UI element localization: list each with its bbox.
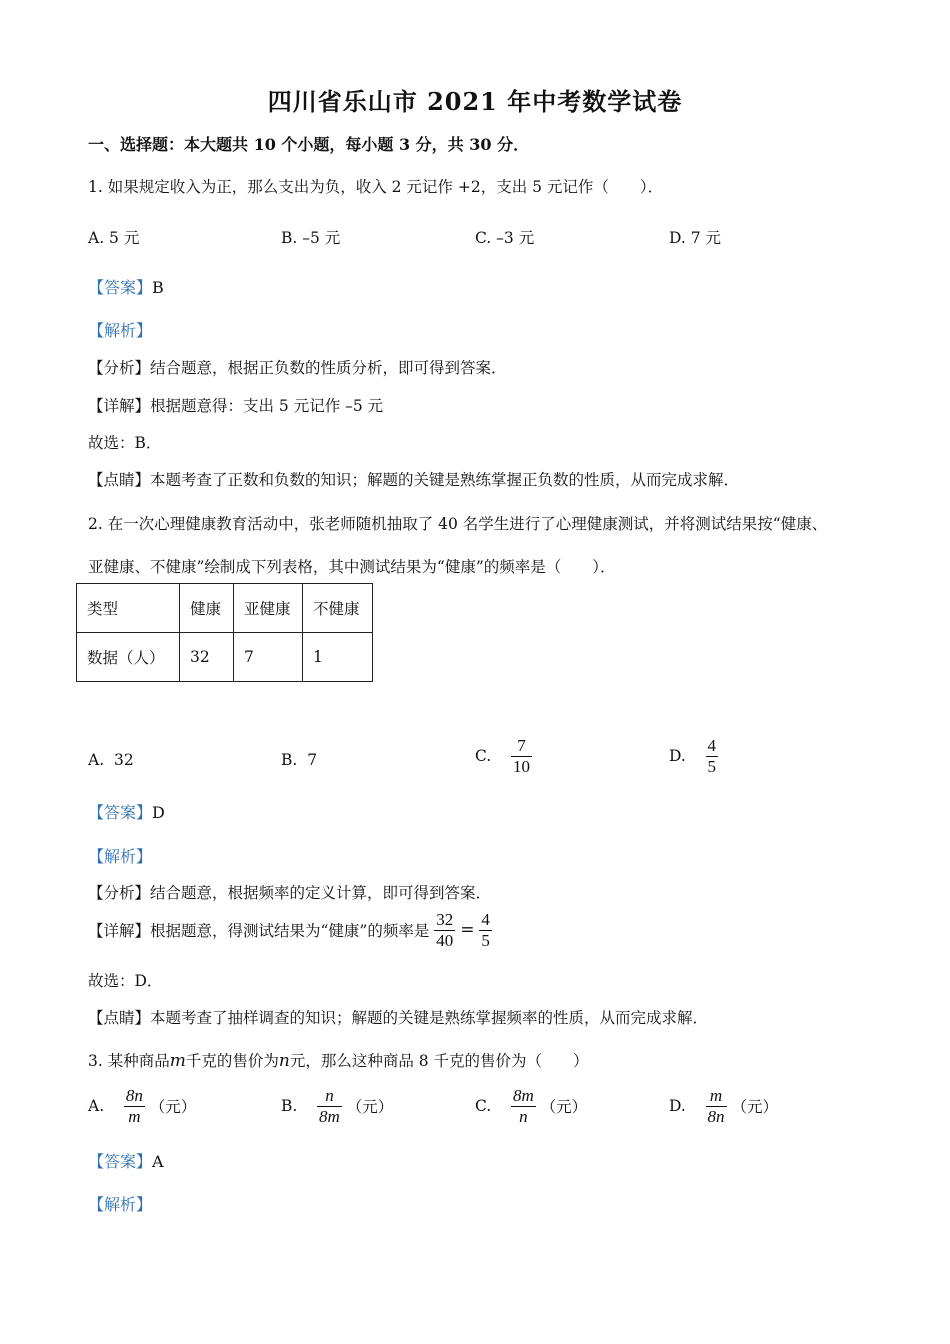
table-cell: 数据（人）: [77, 633, 180, 682]
answer-tag: 【答案】: [88, 1152, 153, 1171]
table-cell: 类型: [77, 584, 180, 633]
table-row: [77, 633, 373, 682]
q2-guxuan: 故选：D．: [88, 972, 163, 990]
variable-m: m: [169, 1051, 186, 1071]
q3-answer: [88, 1149, 164, 1172]
q1-fenxi: 【分析】结合题意，根据正负数的性质分析，即可得到答案．: [88, 359, 507, 377]
q3-analysis-tag: 【解析】: [88, 1195, 153, 1214]
answer-value: B: [152, 278, 164, 297]
fraction-denominator: 8m: [319, 1106, 340, 1126]
section-heading: 一、选择题：本大题共 10 个小题，每小题 3 分，共 30 分．: [88, 135, 530, 154]
q2-xiangjie: [88, 910, 492, 950]
table-cell: 7: [234, 633, 303, 682]
option-label: D.: [669, 1097, 686, 1116]
fraction-denominator: 5: [481, 930, 490, 950]
q2-stem-line2: 亚健康、不健康”绘制成下列表格，其中测试结果为“健康”的频率是（ ）．: [88, 558, 616, 576]
fraction-denominator: m: [128, 1106, 141, 1126]
equals-sign: =: [460, 920, 475, 941]
fraction-numerator: 7: [511, 736, 532, 757]
fraction-denominator: n: [519, 1106, 528, 1126]
q3-option-d: [669, 1086, 778, 1126]
page-title: 四川省乐山市 2021 年中考数学试卷: [267, 87, 683, 116]
answer-tag: 【答案】: [88, 278, 153, 297]
q2-dianjing: 【点睛】本题考查了抽样调查的知识；解题的关键是熟练掌握频率的性质，从而完成求解．: [88, 1009, 709, 1027]
q2-option-c: [475, 736, 532, 776]
table-cell: 不健康: [303, 584, 373, 633]
q1-stem: 1. 如果规定收入为正，那么支出为负，收入 2 元记作 +2，支出 5 元记作（ ）．: [88, 178, 664, 196]
fraction-denominator: 8n: [707, 1106, 725, 1126]
fraction-numerator: m: [706, 1086, 727, 1107]
fraction-numerator: 4: [707, 736, 717, 755]
table-cell: 健康: [180, 584, 234, 633]
answer-value: A: [152, 1152, 164, 1171]
q2-analysis-tag: 【解析】: [88, 847, 153, 866]
q3-option-b: [281, 1086, 393, 1126]
fraction-numerator: 32: [436, 910, 454, 929]
fraction-denominator: 40: [436, 930, 454, 950]
fraction: [511, 736, 532, 776]
q1-option-b: B. –5 元: [281, 229, 341, 247]
fraction-denominator: 5: [707, 756, 717, 776]
option-label: D.: [669, 747, 686, 766]
q1-dianjing: 【点睛】本题考查了正数和负数的知识；解题的关键是熟练掌握正负数的性质，从而完成求解．: [88, 471, 740, 489]
fraction: [434, 910, 455, 950]
option-label: C.: [475, 1097, 492, 1116]
option-unit: （元）: [731, 1098, 778, 1117]
fraction-numerator: n: [317, 1086, 342, 1107]
q2-data-table: [76, 583, 373, 682]
table-cell: 32: [180, 633, 234, 682]
q2-stem-line1: 2. 在一次心理健康教育活动中，张老师随机抽取了 40 名学生进行了心理健康测试，并将测试结果按“健康、: [88, 515, 828, 533]
q2-option-b: [281, 751, 317, 769]
fraction-numerator: 8m: [512, 1086, 534, 1105]
fraction: [511, 1086, 536, 1126]
q1-option-d: D. 7 元: [669, 229, 722, 247]
fraction-denominator: 10: [512, 756, 530, 776]
q1-option-c: C. –3 元: [475, 229, 535, 247]
option-label: B.: [281, 751, 298, 769]
q3-option-a: [88, 1086, 196, 1126]
fraction-numerator: 8n: [125, 1086, 143, 1105]
option-label: A.: [88, 1097, 105, 1116]
option-unit: （元）: [346, 1098, 394, 1117]
fraction: [317, 1086, 342, 1126]
q3-stem: [88, 1049, 589, 1071]
xiangjie-text: 【详解】根据题意，得测试结果为“健康”的频率是: [88, 922, 430, 941]
option-value: 7: [307, 751, 318, 769]
q1-xiangjie: 【详解】根据题意得：支出 5 元记作 –5 元: [88, 397, 384, 415]
q1-guxuan: 故选：B．: [88, 434, 162, 452]
table-cell: 亚健康: [234, 584, 303, 633]
option-unit: （元）: [540, 1098, 588, 1117]
variable-n: n: [278, 1051, 290, 1071]
q2-fenxi: 【分析】结合题意，根据频率的定义计算，即可得到答案．: [88, 884, 492, 902]
option-label: A.: [88, 751, 105, 769]
fraction-numerator: 4: [481, 910, 490, 929]
fraction: [479, 910, 492, 950]
q1-analysis-tag: 【解析】: [88, 321, 153, 340]
fraction: [706, 736, 719, 776]
option-unit: （元）: [149, 1098, 197, 1117]
option-label: C.: [475, 747, 492, 766]
answer-value: D: [152, 803, 165, 822]
option-label: B.: [281, 1097, 298, 1116]
answer-tag: 【答案】: [88, 803, 153, 822]
option-value: 32: [113, 751, 134, 769]
q2-answer: [88, 800, 165, 823]
stem-text: 元，那么这种商品 8 千克的售价为（ ）: [289, 1052, 589, 1070]
q2-option-d: [669, 736, 718, 776]
fraction: [706, 1086, 727, 1126]
q1-option-a: A. 5 元: [88, 229, 140, 247]
stem-text: 3. 某种商品: [88, 1052, 170, 1070]
q3-option-c: [475, 1086, 587, 1126]
stem-text: 千克的售价为: [185, 1052, 279, 1070]
q1-answer: [88, 275, 164, 298]
fraction: [124, 1086, 145, 1126]
table-header-row: [77, 584, 373, 633]
table-cell: 1: [303, 633, 373, 682]
q2-option-a: [88, 751, 134, 769]
